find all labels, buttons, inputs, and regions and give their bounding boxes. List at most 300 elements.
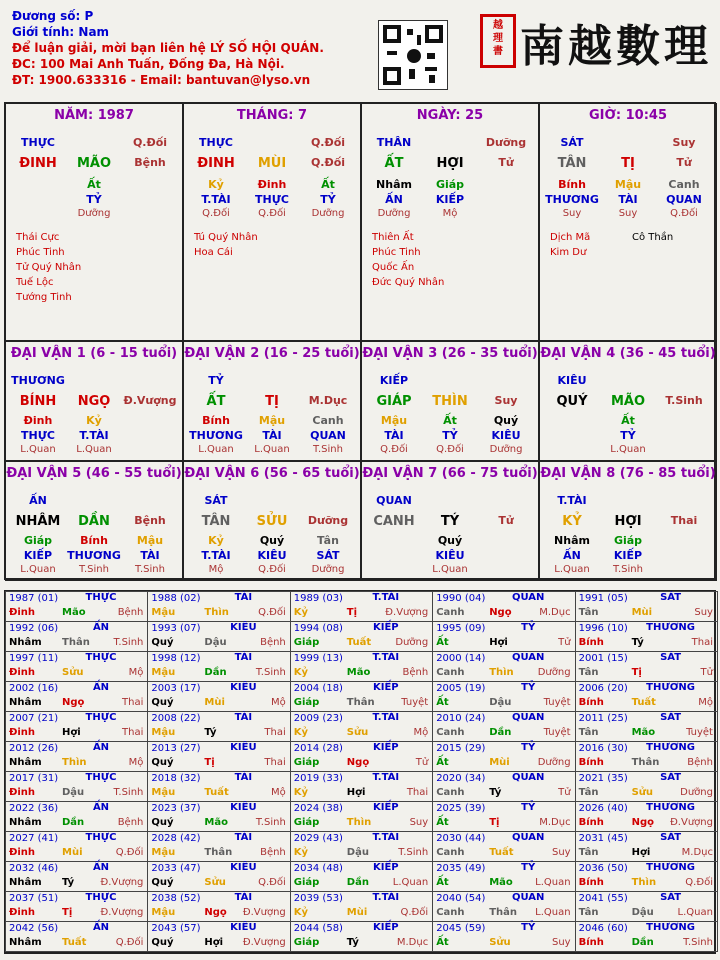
luck-hidden-god: THƯƠNG xyxy=(189,429,243,442)
year-label: 1988 (02) xyxy=(151,593,201,604)
address-text: ĐC: 100 Mai Anh Tuấn, Đống Đa, Hà Nội. xyxy=(12,57,285,71)
year-cell xyxy=(5,591,148,622)
year-god: SÁT xyxy=(660,712,682,723)
year-god: TỶ xyxy=(521,922,536,933)
year-cell xyxy=(575,591,718,622)
year-stem: Bính xyxy=(578,877,604,888)
luck-hidden-stem xyxy=(478,534,534,547)
luck-hidden-gods xyxy=(366,549,534,562)
luck-hidden-stem: Quý xyxy=(493,414,519,427)
year-stage: Q.Đối xyxy=(258,607,286,618)
year-cell xyxy=(5,741,148,772)
year-branch: Tuất xyxy=(62,937,87,948)
year-branch: Sửu xyxy=(204,877,226,888)
year-label: 2034 (48) xyxy=(293,863,343,874)
year-cell xyxy=(147,831,290,862)
luck-stage: Đ.Vượng xyxy=(123,394,177,407)
year-cell xyxy=(432,591,575,622)
chart-grid xyxy=(4,102,716,580)
year-stem: Ất xyxy=(436,637,449,648)
year-stem: Bính xyxy=(578,817,604,828)
year-stage: Q.Đối xyxy=(400,907,429,918)
luck-hidden-god xyxy=(656,549,712,562)
luck-hidden-gods xyxy=(10,549,178,562)
year-branch: Tý xyxy=(204,727,217,738)
luck-stem: QUÝ xyxy=(556,394,588,409)
year-label: 2003 (17) xyxy=(151,683,201,694)
luck-stem-row xyxy=(10,394,178,409)
year-god: T.TÀI xyxy=(372,832,400,843)
year-label: 2016 (30) xyxy=(578,743,628,754)
year-cell xyxy=(575,741,718,772)
year-label: 2001 (15) xyxy=(578,653,628,664)
year-stem: Quý xyxy=(151,637,174,648)
year-stage: Q.Đối xyxy=(115,937,144,948)
year-label: 1996 (10) xyxy=(578,623,628,634)
hidden-god xyxy=(478,193,534,206)
year-label: 2006 (20) xyxy=(578,683,628,694)
year-stem: Đinh xyxy=(9,727,36,738)
year-branch: Hợi xyxy=(346,787,366,798)
luck-stem: CANH xyxy=(373,514,415,529)
year-branch: Hợi xyxy=(489,637,508,648)
hidden-stage-row xyxy=(188,208,356,219)
year-stage: Đ.Vượng xyxy=(100,877,144,888)
year-stem: Nhâm xyxy=(9,697,42,708)
luck-hidden-stage-item: Q.Đối xyxy=(258,564,286,575)
luck-hidden-stage-item: Mộ xyxy=(208,564,224,575)
year-stem: Giáp xyxy=(293,697,320,708)
year-stem: Đinh xyxy=(9,847,36,858)
year-god: TÀI xyxy=(234,772,253,783)
year-stem: Canh xyxy=(436,787,465,798)
pillar-branch: HỢI xyxy=(436,156,464,171)
year-god: KIẾP xyxy=(372,862,399,873)
luck-hidden-stage-item: L.Quan xyxy=(254,444,290,455)
hidden-god: THỰC xyxy=(255,193,289,206)
hidden-stage: Mộ xyxy=(442,208,458,219)
year-label: 2027 (41) xyxy=(9,833,59,844)
year-stage: Tuyệt xyxy=(543,727,571,738)
phone-email-text: ĐT: 1900.633316 - Email: bantuvan@lyso.vn xyxy=(12,73,311,87)
year-god: THƯƠNG xyxy=(646,682,696,693)
spacer xyxy=(66,374,122,387)
luck-hidden-stage-item xyxy=(656,564,712,575)
luck-hidden-stage xyxy=(188,564,356,575)
star-item: Tử Quý Nhân xyxy=(16,262,82,273)
year-stem: Kỷ xyxy=(293,667,309,678)
stars-list xyxy=(194,230,258,260)
year-branch: Dậu xyxy=(62,787,85,798)
pillar-cell xyxy=(183,103,361,341)
year-cell xyxy=(575,681,718,712)
year-cell xyxy=(432,621,575,652)
luck-god-row xyxy=(10,374,178,387)
year-label: 1989 (03) xyxy=(293,593,343,604)
year-stem: Tân xyxy=(578,787,599,798)
luck-god: THƯƠNG xyxy=(11,374,65,387)
year-stem: Ất xyxy=(436,877,449,888)
year-cell xyxy=(147,621,290,652)
luck-hidden-god: KIẾP xyxy=(23,549,53,562)
hidden-stage-row xyxy=(544,208,712,219)
year-stem: Nhâm xyxy=(9,877,42,888)
luck-god: QUAN xyxy=(376,494,412,507)
year-label: 1987 (01) xyxy=(9,593,59,604)
luck-hidden-god: KIÊU xyxy=(435,549,465,562)
year-god: THƯƠNG xyxy=(646,622,696,633)
hidden-stem xyxy=(122,178,178,191)
owner-label: Đương số: P xyxy=(12,9,94,23)
year-branch: Dần xyxy=(62,817,85,828)
year-cell xyxy=(432,741,575,772)
hidden-stage-row xyxy=(366,208,534,219)
year-label: 2036 (50) xyxy=(578,863,628,874)
star-item: Phúc Tinh xyxy=(16,247,65,258)
luck-hidden-stage-item: Dưỡng xyxy=(311,564,345,575)
year-god: SÁT xyxy=(660,772,682,783)
luck-hidden-stem: Ất xyxy=(443,414,457,427)
year-label: 2012 (26) xyxy=(9,743,59,754)
year-stem: Giáp xyxy=(293,937,320,948)
year-stem: Quý xyxy=(151,817,174,828)
year-cell xyxy=(290,801,433,832)
luck-hidden-god: T.TÀI xyxy=(79,429,109,442)
hidden-god: TỶ xyxy=(86,193,102,206)
year-stage: Tử xyxy=(700,667,713,678)
year-branch: Mão xyxy=(631,727,656,738)
pillar-god: THỰC xyxy=(21,136,55,149)
year-god: ẤN xyxy=(92,802,110,813)
hidden-stage: Q.Đối xyxy=(670,208,698,219)
year-label: 2011 (25) xyxy=(578,713,628,724)
luck-hidden-stage-item xyxy=(544,444,600,455)
year-god: T.TÀI xyxy=(372,892,400,903)
luck-hidden-god xyxy=(478,549,534,562)
luck-hidden-stem xyxy=(656,414,712,427)
hidden-stem: Bính xyxy=(558,178,586,191)
year-stem: Ất xyxy=(436,697,449,708)
star-item: Cô Thần xyxy=(632,232,674,243)
year-cell xyxy=(5,711,148,742)
luck-stem-row xyxy=(366,514,534,529)
year-god: TỶ xyxy=(521,622,536,633)
year-god: T.TÀI xyxy=(372,772,400,783)
year-cell xyxy=(147,921,290,952)
year-stage: Đ.Vượng xyxy=(670,817,713,828)
pillar-stem-branch-row xyxy=(544,156,712,171)
year-stage: Tử xyxy=(415,757,429,768)
year-branch: Tị xyxy=(631,667,642,678)
spacer xyxy=(600,374,656,387)
luck-hidden-stage-item: T.Sinh xyxy=(135,564,165,575)
year-cell xyxy=(5,861,148,892)
luck-hidden-stem: Quý xyxy=(437,534,463,547)
year-stage: Suy xyxy=(551,847,571,858)
year-label: 1991 (05) xyxy=(578,593,628,604)
pillar-god-row xyxy=(366,136,534,149)
year-stage: Đ.Vượng xyxy=(100,907,144,918)
pillar-god-row xyxy=(544,136,712,149)
year-cell xyxy=(290,921,433,952)
luck-hidden-stem: Mậu xyxy=(136,534,164,547)
hidden-stem: Canh xyxy=(668,178,700,191)
gender-label: Giới tính: Nam xyxy=(12,25,110,39)
year-branch: Tý xyxy=(631,637,644,648)
year-cell xyxy=(147,711,290,742)
year-label: 2030 (44) xyxy=(436,833,486,844)
year-branch: Tị xyxy=(62,907,73,918)
luck-hidden-stage-item: Dưỡng xyxy=(489,444,523,455)
year-label: 2029 (43) xyxy=(293,833,343,844)
year-cell xyxy=(432,801,575,832)
year-cell xyxy=(5,891,148,922)
luck-title: ĐẠI VẬN 4 (36 - 45 tuổi) xyxy=(540,346,716,361)
year-label: 2010 (24) xyxy=(436,713,486,724)
luck-stage: Tử xyxy=(498,514,514,527)
year-branch: Thìn xyxy=(631,877,657,888)
year-cell xyxy=(147,861,290,892)
spacer xyxy=(656,494,712,507)
year-label: 1992 (06) xyxy=(9,623,59,634)
year-stage: Suy xyxy=(551,937,571,948)
pillar-stage: Q.Đối xyxy=(310,136,346,149)
luck-hidden-god: THƯƠNG xyxy=(67,549,121,562)
year-branch: Dậu xyxy=(631,907,654,918)
year-stem: Quý xyxy=(151,937,174,948)
year-god: TỶ xyxy=(521,682,536,693)
year-cell xyxy=(290,711,433,742)
star-item: Quốc Ấn xyxy=(372,262,415,273)
year-stage: Dưỡng xyxy=(395,637,429,648)
luck-god: T.TÀI xyxy=(557,494,587,507)
year-stem: Tân xyxy=(578,907,599,918)
year-label: 2017 (31) xyxy=(9,773,59,784)
hidden-stage: Dưỡng xyxy=(77,208,111,219)
year-cell xyxy=(5,681,148,712)
year-label: 2044 (58) xyxy=(293,923,343,934)
pillar-god: SÁT xyxy=(560,136,584,149)
year-stem: Nhâm xyxy=(9,637,42,648)
year-cell xyxy=(575,621,718,652)
luck-god-row xyxy=(544,494,712,507)
year-cell xyxy=(147,651,290,682)
luck-hidden-stem xyxy=(366,534,422,547)
luck-hidden-stage-item: L.Quan xyxy=(610,444,646,455)
spacer xyxy=(300,374,356,387)
pillar-god-row xyxy=(188,136,356,149)
luck-hidden-gods xyxy=(10,429,178,442)
year-branch: Sửu xyxy=(489,937,511,948)
hidden-god: T.TÀI xyxy=(201,193,231,206)
luck-hidden-god: TÀI xyxy=(262,429,282,442)
year-god: TỶ xyxy=(521,802,536,813)
pillar-stem-branch-row xyxy=(366,156,534,171)
pillar-stem-branch-row xyxy=(188,156,356,171)
year-god: KIẾP xyxy=(372,742,399,753)
year-stem: Mậu xyxy=(151,667,176,678)
luck-hidden-stem: Tân xyxy=(317,534,339,547)
year-cell xyxy=(290,861,433,892)
year-god: QUAN xyxy=(511,652,545,663)
star-item: Thiên Ất xyxy=(372,232,414,243)
year-god: ẤN xyxy=(92,742,110,753)
hidden-stage: Dưỡng xyxy=(377,208,411,219)
year-branch: Thân xyxy=(631,757,660,768)
year-stem: Giáp xyxy=(293,637,320,648)
luck-god: KIÊU xyxy=(557,374,587,387)
year-branch: Mùi xyxy=(489,757,510,768)
luck-stage: Suy xyxy=(494,394,518,407)
year-cell xyxy=(5,651,148,682)
spacer xyxy=(656,374,712,387)
stars-list xyxy=(550,230,590,260)
year-stem: Đinh xyxy=(9,907,36,918)
luck-branch: THÌN xyxy=(432,394,468,409)
spacer xyxy=(422,136,478,149)
star-item: Đức Quý Nhân xyxy=(372,277,445,288)
spacer xyxy=(478,494,534,507)
year-label: 2004 (18) xyxy=(293,683,343,694)
year-stem: Nhâm xyxy=(9,937,42,948)
spacer xyxy=(122,494,178,507)
luck-stem: BÍNH xyxy=(19,394,57,409)
year-stem: Kỷ xyxy=(293,847,309,858)
year-label: 2014 (28) xyxy=(293,743,343,754)
year-stage: Q.Đối xyxy=(685,877,713,888)
hidden-god: QUAN xyxy=(666,193,702,206)
hidden-stem: Đinh xyxy=(257,178,287,191)
year-cell xyxy=(147,741,290,772)
star-item: Kim Dư xyxy=(550,247,587,258)
brand-logo: 南越數理 xyxy=(520,21,712,72)
year-stage: T.Sinh xyxy=(683,937,713,948)
year-stage: L.Quan xyxy=(535,877,571,888)
luck-hidden-god xyxy=(366,549,422,562)
year-god: KIẾP xyxy=(372,622,399,633)
year-cell xyxy=(290,651,433,682)
pillar-stem-branch-row xyxy=(10,156,178,171)
pillar-stage: Q.Đối xyxy=(132,136,168,149)
year-cell xyxy=(147,801,290,832)
year-label: 1990 (04) xyxy=(436,593,486,604)
hidden-stage: Suy xyxy=(562,208,582,219)
year-branch: Tuất xyxy=(489,847,514,858)
luck-hidden-god: T.TÀI xyxy=(201,549,231,562)
year-branch: Mão xyxy=(62,607,86,618)
year-branch: Dậu xyxy=(346,847,369,858)
contact-text: Để luận giải, mời bạn liên hệ LÝ SỐ HỘI QUÁN. xyxy=(12,41,324,55)
pillar-stage: Dưỡng xyxy=(485,136,527,149)
luck-stem: GIÁP xyxy=(376,394,412,409)
luck-god: TỶ xyxy=(208,374,224,387)
year-label: 2022 (36) xyxy=(9,803,59,814)
year-label: 2025 (39) xyxy=(436,803,486,814)
year-branch: Tý xyxy=(489,787,502,798)
year-stage: Đ.Vượng xyxy=(385,607,429,618)
annual-table xyxy=(4,590,716,954)
year-cell xyxy=(290,771,433,802)
year-stage: Mộ xyxy=(271,787,286,798)
luck-god-row xyxy=(10,494,178,507)
year-god: SÁT xyxy=(660,832,682,843)
year-branch: Tuất xyxy=(346,637,372,648)
year-stem: Tân xyxy=(578,667,599,678)
luck-title: ĐẠI VẬN 6 (56 - 65 tuổi) xyxy=(184,466,360,481)
year-god: TÀI xyxy=(234,652,253,663)
year-cell xyxy=(575,771,718,802)
hidden-stem: Ất xyxy=(321,178,335,191)
year-cell xyxy=(432,711,575,742)
hidden-gods-row xyxy=(366,193,534,206)
year-branch: Tị xyxy=(204,757,215,768)
luck-cell xyxy=(5,341,183,461)
pillar-title: NGÀY: 25 xyxy=(416,108,484,123)
year-stage: Thai xyxy=(264,757,286,768)
year-god: THỰC xyxy=(85,712,117,723)
year-stage: L.Quan xyxy=(535,907,571,918)
pillar-branch-stage: Tử xyxy=(676,156,692,169)
luck-cell xyxy=(539,461,717,581)
year-god: QUAN xyxy=(511,892,545,903)
year-branch: Tý xyxy=(346,937,359,948)
year-stem: Mậu xyxy=(151,727,176,738)
luck-hidden-stage-item xyxy=(656,444,712,455)
luck-god-row xyxy=(366,374,534,387)
year-god: T.TÀI xyxy=(372,652,400,663)
year-cell xyxy=(5,771,148,802)
luck-hidden-stage xyxy=(366,564,534,575)
year-god: TÀI xyxy=(234,592,253,603)
hidden-god: TÀI xyxy=(618,193,638,206)
year-stem: Giáp xyxy=(293,757,320,768)
year-stage: Suy xyxy=(409,817,429,828)
luck-branch: HỢI xyxy=(614,514,642,529)
luck-branch: TÝ xyxy=(440,514,460,529)
year-label: 2005 (19) xyxy=(436,683,486,694)
year-branch: Dần xyxy=(204,667,227,678)
year-stem: Bính xyxy=(578,937,604,948)
luck-stem-row xyxy=(366,394,534,409)
stars-list xyxy=(372,230,444,290)
year-stage: Tử xyxy=(558,787,571,798)
spacer xyxy=(600,494,656,507)
luck-hidden-stage-item: L.Quan xyxy=(554,564,590,575)
year-stage: T.Sinh xyxy=(113,637,144,648)
year-god: KIẾP xyxy=(372,802,399,813)
year-branch: Thìn xyxy=(204,607,229,618)
hidden-stems-row xyxy=(10,178,178,191)
year-label: 2015 (29) xyxy=(436,743,486,754)
year-stage: Thai xyxy=(122,697,144,708)
year-branch: Hợi xyxy=(62,727,81,738)
luck-hidden-stem: Nhâm xyxy=(554,534,590,547)
luck-hidden-god: TÀI xyxy=(384,429,404,442)
year-god: T.TÀI xyxy=(372,712,400,723)
year-cell xyxy=(147,771,290,802)
spacer xyxy=(122,374,178,387)
luck-hidden-gods xyxy=(366,429,534,442)
pillar-branch: TỊ xyxy=(621,156,635,171)
year-stem: Kỷ xyxy=(293,907,309,918)
year-stage: Tử xyxy=(558,637,571,648)
year-cell xyxy=(432,681,575,712)
luck-branch: MÃO xyxy=(610,394,646,409)
luck-cell xyxy=(361,341,539,461)
pillar-title: GIỜ: 10:45 xyxy=(589,108,667,123)
year-branch: Thân xyxy=(346,697,375,708)
year-stem: Quý xyxy=(151,757,174,768)
